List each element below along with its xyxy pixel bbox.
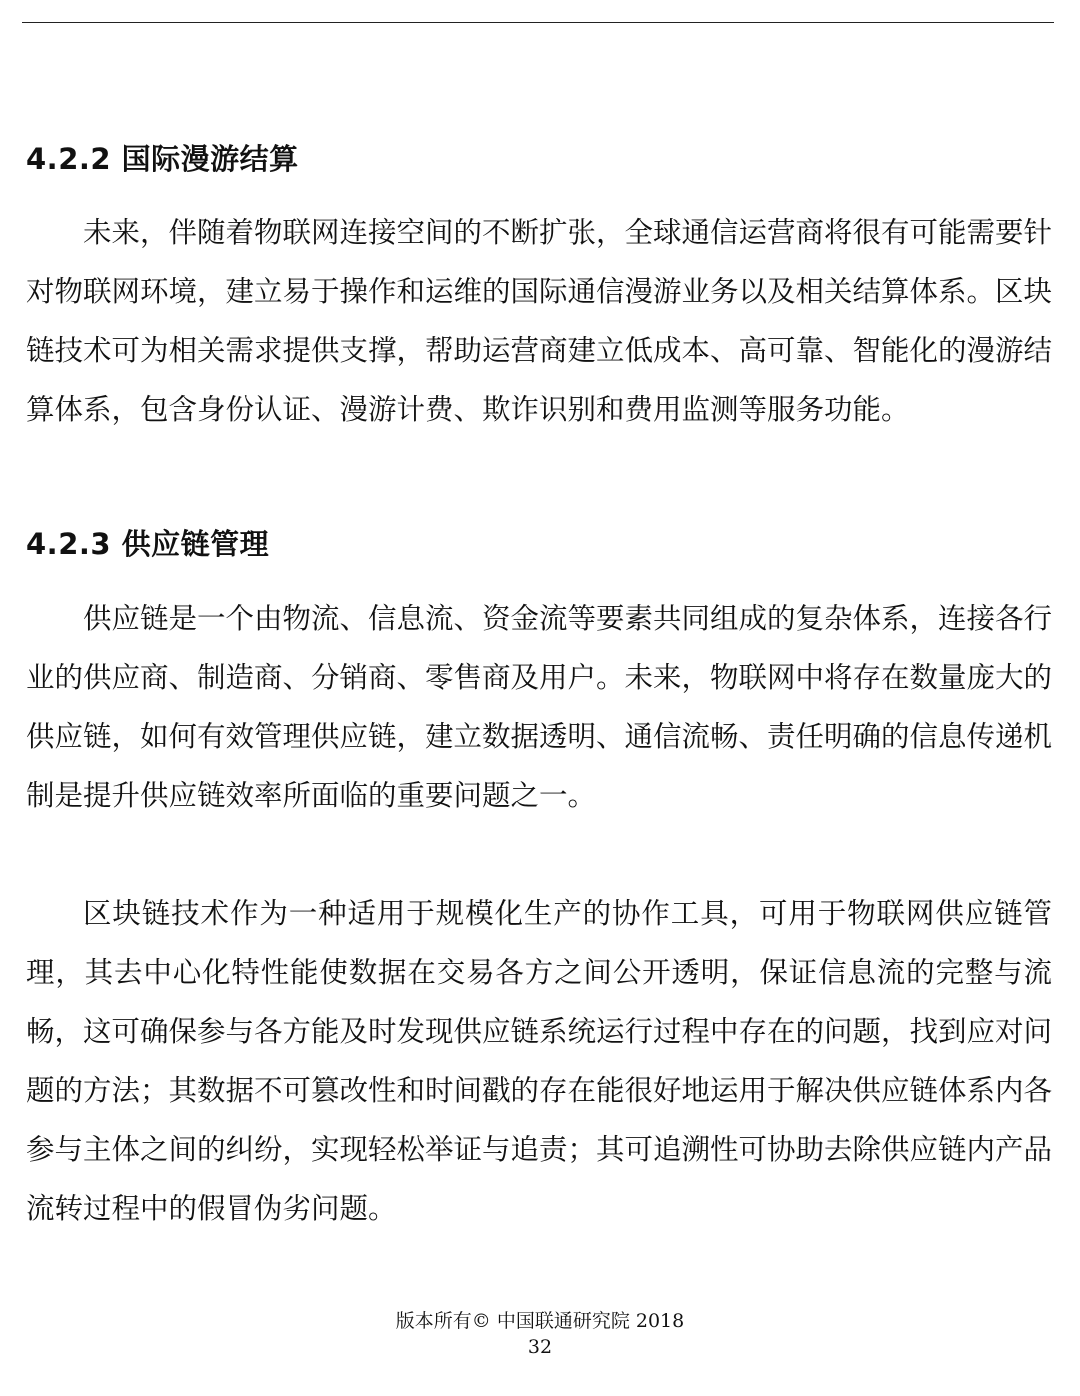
header-rule [22,22,1054,23]
page-number: 32 [527,1336,553,1358]
copyright-text: 版本所有© 中国联通研究院 2018 [395,1310,685,1332]
paragraph-supply-chain-intro: 供应链是一个由物流、信息流、资金流等要素共同组成的复杂体系，连接各行业的供应商、制造商、分销商、零售商及用户。未来，物联网中将存在数量庞大的供应链，如何有效管理供应链，建立数据透明、通信流畅、责任明确的信息传递机制是提升供应链效率所面临的重要问题之一。 [26,602,1053,812]
page-footer [0,1308,1080,1360]
paragraph-blockchain-supply-chain: 区块链技术作为一种适用于规模化生产的协作工具，可用于物联网供应链管理，其去中心化特性能使数据在交易各方之间公开透明，保证信息流的完整与流畅，这可确保参与各方能及时发现供应链系统运行过程中存在的问题，找到应对问题的方法；其数据不可篡改性和时间戳的存在能很好地运用于解决供应链体系内各参与主体之间的纠纷，实现轻松举证与追责；其可追溯性可协助去除供应链内产品流转过程中的假冒伪劣问题。 [26,897,1053,1225]
section-heading-supply-chain: 4.2.3 供应链管理 [26,527,270,561]
section-heading-roaming: 4.2.2 国际漫游结算 [26,142,299,176]
paragraph-roaming: 未来，伴随着物联网连接空间的不断扩张，全球通信运营商将很有可能需要针对物联网环境，建立易于操作和运维的国际通信漫游业务以及相关结算体系。区块链技术可为相关需求提供支撑，帮助运营商建立低成本、高可靠、智能化的漫游结算体系，包含身份认证、漫游计费、欺诈识别和费用监测等服务功能。 [26,216,1053,426]
